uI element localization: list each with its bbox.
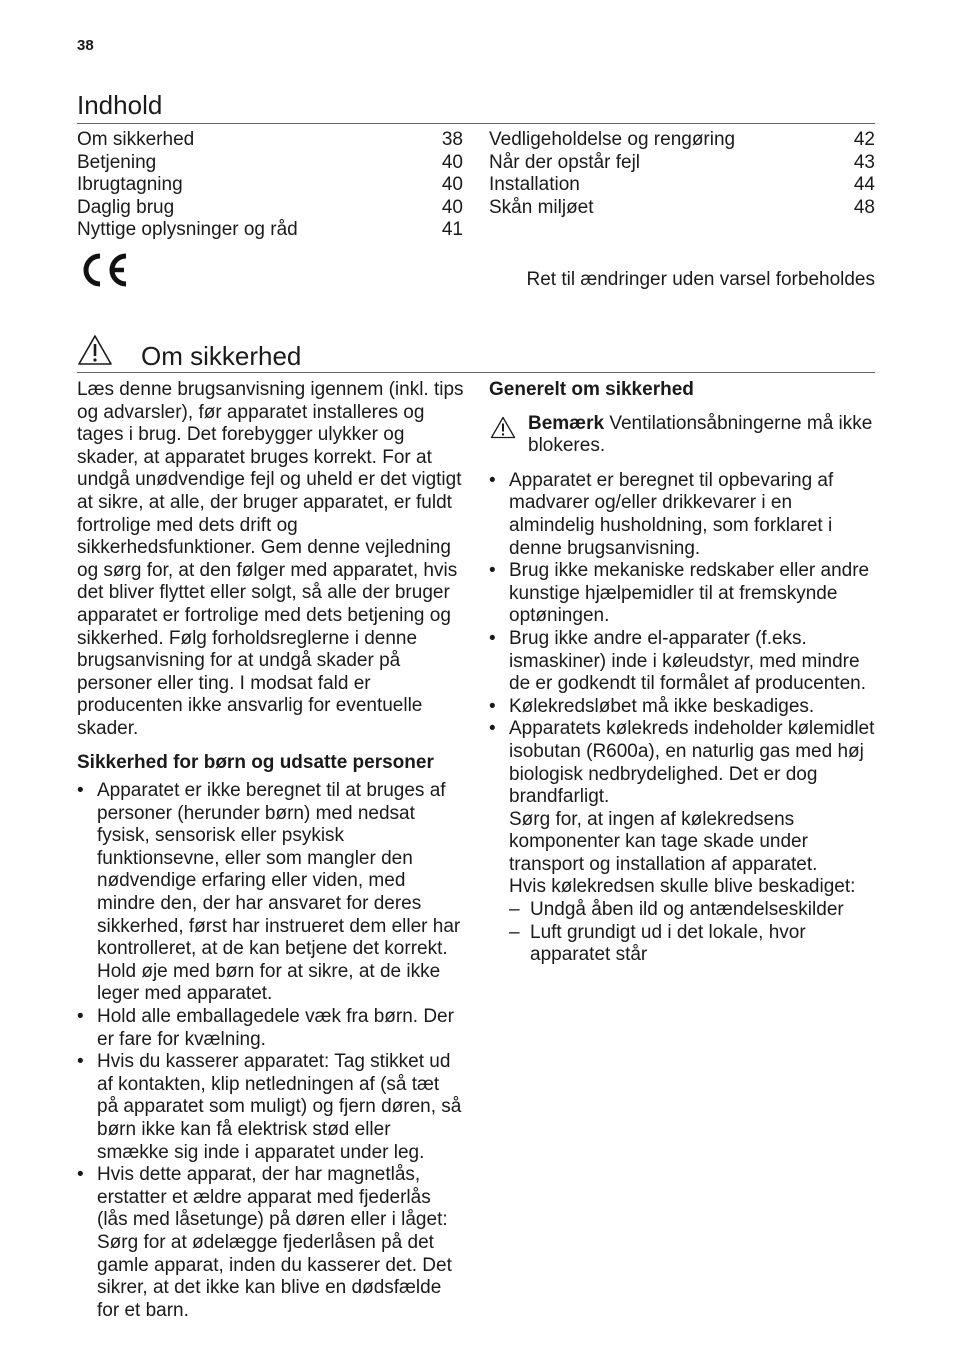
list-item	[489, 470, 876, 560]
note-text: Ventilationsåbningerne må ikke blokeres.	[528, 412, 873, 457]
list-item-text: • Apparatet er ikke beregnet til at bruges af personer (herunder børn) med nedsat fysisk, sensorisk eller psykisk funktionsevne, eller som mangler den nødvendige erfaring eller viden, med mindre den, der har ansvaret for deres sikkerhed, først har instrueret dem eller har kontrolleret, at de kan betjene det korrekt.	[97, 780, 461, 960]
toc-entry-page: 44	[853, 174, 875, 195]
safety-right-column	[489, 379, 876, 967]
toc-entry-page: 40	[441, 196, 463, 218]
list-item-text: • Brug ikke andre el-apparater (f.eks. ismaskiner) inde i køleudstyr, med mindre de er godkendt til formålet af producenten.	[509, 627, 867, 695]
children-safety-list	[77, 780, 464, 1322]
toc-entry-label: Skån miljøet	[489, 196, 594, 218]
list-item	[77, 1051, 464, 1164]
list-item-text: • Apparatets kølekreds indeholder kølemidlet isobutan (R600a), en naturlig gas med høj biologisk nedbrydelighed. Det er dog brandfarligt.	[509, 718, 875, 808]
toc-entry-page: 48	[853, 196, 875, 218]
toc-right-column	[489, 129, 875, 219]
list-item-text: • Kølekredsløbet må ikke beskadiges.	[509, 695, 815, 717]
toc-entry[interactable]	[489, 129, 875, 152]
safety-intro: Læs denne brugsanvisning igennem (inkl. tips og advarsler), før apparatet installeres og tages i brug. Det forebygger ulykker og skader, at apparatet bruges korrekt. For at undgå unødvendige fejl og uheld er det vigtigt at sikre, at alle, der bruger apparatet, er fuldt fortrolige med dets drift og sikkerhedsfunktioner. Gem denne vejledning og sørg for, at den følger med apparatet, hvis det bliver flyttet eller solgt, så alle der bruger apparatet er fortrolige med dets betjening og sikkerhed. Følg forholdsreglerne i denne brugsanvisning for at undgå skader på personer eller ting. I modsat fald er producenten ikke ansvarlig for eventuelle skader.	[77, 379, 464, 739]
safety-divider	[77, 372, 875, 373]
general-safety-list	[489, 470, 876, 967]
list-item-text: • Brug ikke mekaniske redskaber eller andre kunstige hjælpemidler til at fremskynde optøningen.	[509, 560, 870, 627]
toc-entry[interactable]	[77, 219, 463, 242]
warning-triangle-icon	[490, 416, 516, 439]
toc-entry[interactable]	[489, 174, 875, 197]
list-item-extra: Hold øje med børn for at sikre, at de ikke leger med apparatet.	[97, 960, 441, 1005]
children-safety-heading: Sikkerhed for børn og udsatte personer	[77, 751, 434, 773]
ventilation-note	[489, 413, 876, 458]
general-safety-heading: Generelt om sikkerhed	[489, 379, 694, 400]
toc-entry[interactable]	[77, 129, 463, 152]
dash-item: – Undgå åben ild og antændelseskilder	[509, 899, 876, 922]
dash-item: – Luft grundigt ud i det lokale, hvor apparatet står	[509, 922, 876, 967]
toc-entry[interactable]	[77, 197, 463, 220]
toc-entry-label: Daglig brug	[77, 196, 175, 218]
toc-entry-page: 43	[853, 151, 875, 173]
list-item-extra: Sørg for, at ingen af kølekredsens komponenter kan tage skade under transport og installation af apparatet.	[509, 808, 818, 875]
list-item	[489, 696, 876, 719]
ce-mark-icon	[78, 252, 130, 288]
change-notice: Ret til ændringer uden varsel forbeholdes	[526, 269, 875, 290]
toc-entry-label: Nyttige oplysninger og råd	[77, 219, 298, 240]
toc-entry-page: 40	[441, 151, 463, 173]
list-item	[489, 560, 876, 628]
toc-entry-page: 40	[441, 174, 463, 195]
toc-entry-label: Ibrugtagning	[77, 174, 183, 195]
toc-entry-page: 42	[853, 129, 875, 150]
toc-entry[interactable]	[489, 197, 875, 220]
toc-entry-label: Vedligeholdelse og rengøring	[489, 129, 736, 150]
list-item	[77, 1164, 464, 1322]
toc-left-column	[77, 129, 463, 242]
toc-title: Indhold	[77, 90, 163, 120]
toc-entry-label: Installation	[489, 174, 580, 195]
list-item	[489, 718, 876, 967]
list-item	[77, 780, 464, 1006]
dash-list	[509, 899, 876, 967]
toc-entry[interactable]	[489, 152, 875, 175]
list-item-extra: Hvis kølekredsen skulle blive beskadiget:	[509, 876, 856, 898]
list-item	[489, 628, 876, 696]
warning-triangle-icon	[77, 334, 113, 366]
toc-divider	[77, 123, 875, 124]
toc-entry[interactable]	[77, 152, 463, 175]
safety-left-column	[77, 379, 464, 1322]
toc-entry-label: Når der opstår fejl	[489, 151, 641, 173]
toc-entry-page: 41	[441, 219, 463, 240]
list-item-text: • Hvis dette apparat, der har magnetlås, erstatter et ældre apparat med fjederlås (lås med låsetunge) på døren eller i låget: Sørg for at ødelægge fjederlåsen på det gamle apparat, inden du kasserer det. Det sikrer, at det ikke kan blive en dødsfælde for et barn.	[97, 1164, 452, 1321]
list-item-text: • Hold alle emballagedele væk fra børn. Der er fare for kvælning.	[97, 1006, 454, 1050]
toc-entry-label: Om sikkerhed	[77, 129, 195, 150]
list-item-text: • Apparatet er beregnet til opbevaring af madvarer og/eller drikkevarer i en almindelig husholdning, som forklaret i denne brugsanvisning.	[509, 469, 834, 559]
list-item	[77, 1006, 464, 1051]
note-label: Bemærk	[528, 412, 605, 434]
page-number: 38	[77, 37, 94, 54]
toc-entry-page: 38	[441, 129, 463, 150]
safety-title: Om sikkerhed	[141, 341, 302, 371]
toc-entry-label: Betjening	[77, 151, 157, 173]
toc-entry[interactable]	[77, 174, 463, 197]
list-item-text: • Hvis du kasserer apparatet: Tag stikket ud af kontakten, klip netledningen af (så tæt på apparatet som muligt) og fjern døren, så børn ikke kan få elektrisk stød eller smække sig inde i apparatet under leg.	[97, 1051, 462, 1163]
